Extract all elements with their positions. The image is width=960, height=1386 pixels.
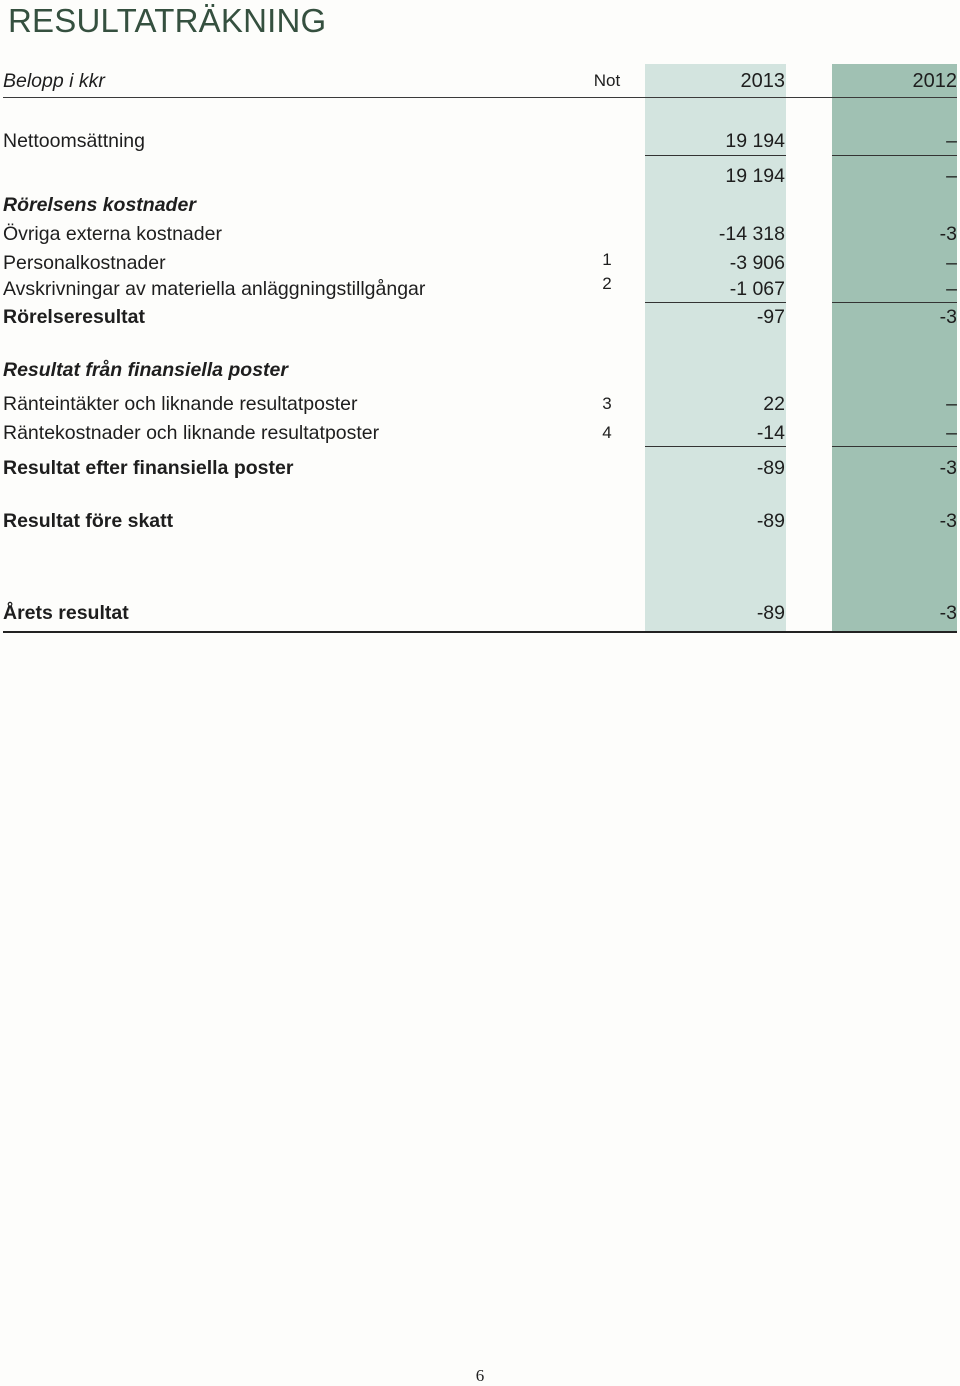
value-2012: -3 bbox=[939, 510, 957, 532]
value-2012: – bbox=[946, 252, 957, 274]
section-heading-row bbox=[0, 191, 960, 219]
subtotal-row bbox=[0, 454, 960, 482]
value-2013: 19 194 bbox=[725, 165, 785, 187]
value-2012: – bbox=[946, 393, 957, 415]
subtotal-divider bbox=[832, 446, 957, 447]
row-label: Nettoomsättning bbox=[3, 130, 145, 152]
note-reference: 2 bbox=[602, 274, 612, 293]
page-number: 6 bbox=[475, 1366, 485, 1385]
table-row bbox=[0, 249, 960, 277]
unit-label: Belopp i kkr bbox=[3, 70, 105, 92]
value-2013: -89 bbox=[756, 602, 785, 624]
year-2013-header: 2013 bbox=[740, 70, 785, 92]
value-2012: – bbox=[946, 278, 957, 300]
value-2013: -3 906 bbox=[729, 252, 785, 274]
value-2013: -14 318 bbox=[718, 223, 785, 245]
row-label: Årets resultat bbox=[3, 602, 129, 624]
note-column-header: Not bbox=[593, 71, 621, 90]
table-row bbox=[0, 162, 960, 190]
row-label: Personalkostnader bbox=[3, 252, 166, 274]
value-2012: -3 bbox=[939, 457, 957, 479]
section-heading: Rörelsens kostnader bbox=[3, 194, 196, 216]
total-divider bbox=[3, 631, 957, 633]
year-2012-header: 2012 bbox=[912, 70, 957, 92]
value-2013: 19 194 bbox=[725, 130, 785, 152]
page-title: RESULTATRÄKNING bbox=[8, 2, 327, 39]
note-reference: 4 bbox=[602, 423, 612, 442]
table-row bbox=[0, 127, 960, 155]
subtotal-divider bbox=[832, 155, 957, 156]
table-row bbox=[0, 275, 960, 303]
row-label: Rörelseresultat bbox=[3, 306, 145, 328]
row-label: Resultat före skatt bbox=[3, 510, 174, 532]
value-2013: -1 067 bbox=[729, 278, 785, 300]
subtotal-row bbox=[0, 303, 960, 331]
value-2013: -89 bbox=[756, 457, 785, 479]
row-label: Avskrivningar av materiella anläggningstillgångar bbox=[3, 278, 426, 300]
note-reference: 1 bbox=[602, 250, 612, 269]
table-row bbox=[0, 419, 960, 447]
value-2013: -14 bbox=[756, 422, 785, 444]
row-label: Ränteintäkter och liknande resultatposter bbox=[3, 393, 358, 415]
value-2012: -3 bbox=[939, 306, 957, 328]
row-label: Resultat efter finansiella poster bbox=[3, 457, 294, 479]
total-row bbox=[0, 599, 960, 627]
value-2012: -3 bbox=[939, 602, 957, 624]
value-2012: – bbox=[946, 422, 957, 444]
value-2012: -3 bbox=[939, 223, 957, 245]
value-2013: -97 bbox=[756, 306, 785, 328]
table-row bbox=[0, 390, 960, 418]
value-2013: 22 bbox=[763, 393, 785, 415]
table-header-row bbox=[0, 67, 960, 95]
row-label: Räntekostnader och liknande resultatposter bbox=[3, 422, 380, 444]
note-reference: 3 bbox=[602, 394, 612, 413]
row-label: Övriga externa kostnader bbox=[3, 223, 222, 245]
subtotal-row bbox=[0, 507, 960, 535]
section-heading-row bbox=[0, 356, 960, 384]
value-2013: -89 bbox=[756, 510, 785, 532]
table-row bbox=[0, 220, 960, 248]
value-2012: – bbox=[946, 165, 957, 187]
header-divider bbox=[3, 97, 957, 98]
value-2012: – bbox=[946, 130, 957, 152]
subtotal-divider bbox=[645, 155, 786, 156]
subtotal-divider bbox=[645, 446, 786, 447]
section-heading: Resultat från finansiella poster bbox=[3, 359, 288, 381]
